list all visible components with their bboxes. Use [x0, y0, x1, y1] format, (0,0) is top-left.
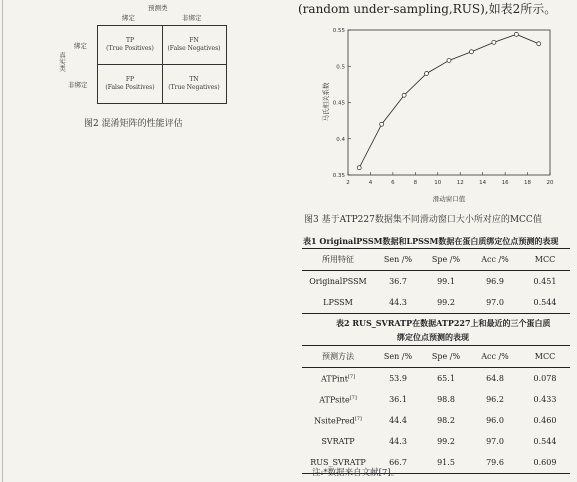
table1-cell: 99.2: [437, 298, 455, 307]
x-axis-ticks: [346, 172, 554, 186]
table2-cell: 44.3: [389, 437, 407, 446]
intro-text: (random under-sampling,RUS),如表2所示。: [298, 2, 557, 16]
method-name: SVRATP: [321, 437, 355, 446]
table1-header-sen: Sen /%: [383, 255, 413, 264]
table2-cell: 0.433: [533, 395, 557, 404]
y-tick-label: 0.45: [332, 100, 345, 107]
table1-cell: 0.544: [533, 298, 557, 307]
data-point: [447, 58, 451, 62]
table-row: [302, 368, 570, 390]
data-point: [492, 40, 496, 44]
method-name: ATPsite: [319, 395, 350, 405]
page-left-border: [2, 0, 3, 482]
table2-header-sen: Sen /%: [383, 352, 413, 361]
x-tick-label: 10: [434, 180, 442, 186]
table2-header-mcc: MCC: [534, 352, 556, 361]
figure3-caption: 图3 基于ATP227数据集不同滑动窗口大小所对应的MCC值: [304, 215, 542, 225]
method-name: NsitePred: [314, 416, 355, 426]
table2-cell: 53.9: [389, 374, 407, 383]
table2-cell: 79.6: [486, 458, 504, 467]
table2-cell: 98.2: [437, 416, 455, 425]
citation-ref: [7]: [354, 415, 362, 422]
cell-abbr: TN: [189, 76, 199, 83]
col-label-binding: 绑定: [122, 14, 135, 22]
confusion-matrix-grid: [97, 25, 227, 104]
table1-cell: LPSSM: [323, 298, 353, 307]
cell-full: (True Negatives): [168, 84, 220, 91]
data-point: [537, 42, 541, 46]
y-tick-label: 0.4: [336, 136, 345, 143]
table2-cell-method: [302, 431, 374, 452]
y-tick-label: 0.35: [332, 173, 345, 179]
method-name: ATPint: [320, 374, 348, 384]
table1-cell: 99.1: [437, 277, 455, 286]
cell-full: (True Positives): [106, 45, 154, 52]
predicted-class-label: 预测类: [148, 4, 168, 12]
table2-cell-method: [302, 410, 374, 431]
table1-header-mcc: MCC: [534, 255, 556, 264]
data-point: [357, 166, 361, 170]
table2-cell: 44.4: [389, 416, 407, 425]
table2-header-row: [302, 346, 570, 368]
data-point: [469, 50, 473, 54]
method-name: RUS_SVRATP: [310, 458, 366, 467]
table2-cell: 65.1: [437, 374, 455, 383]
table2-cell: 97.0: [486, 437, 504, 446]
x-tick-label: 14: [479, 180, 487, 186]
table1-cell: 0.451: [533, 277, 557, 286]
x-tick-label: 4: [368, 180, 373, 186]
data-point: [425, 72, 429, 76]
figure2-caption: 图2 混淆矩阵的性能评估: [84, 119, 183, 129]
table-row: [302, 431, 570, 452]
x-tick-label: 20: [546, 180, 554, 186]
table2-title-line2: 绑定位点预测的表现: [397, 332, 469, 342]
table-row: [302, 389, 570, 410]
x-tick-label: 16: [501, 180, 509, 186]
table1-cell: 36.7: [389, 277, 407, 286]
x-tick-label: 2: [346, 180, 350, 186]
y-tick-label: 0.5: [336, 64, 345, 71]
table1-cell: OriginalPSSM: [309, 277, 367, 286]
table2-cell: 66.7: [389, 458, 407, 467]
table1-header-acc: Acc /%: [481, 255, 509, 264]
table2-cell: 0.078: [533, 374, 557, 383]
data-point: [402, 93, 406, 97]
cell-abbr: FN: [189, 37, 199, 44]
mcc-series-points: [357, 32, 541, 169]
cell-abbr: FP: [125, 76, 135, 83]
data-point: [380, 122, 384, 126]
y-tick-label: 0.55: [332, 28, 345, 34]
x-tick-label: 8: [413, 180, 418, 186]
table2-header-method: 预测方法: [322, 352, 354, 361]
table-footnote: 注:*数据来自文献[7]。: [312, 468, 400, 478]
table2: [302, 345, 570, 474]
cell-false-positives: [98, 65, 162, 103]
table2-cell: 98.8: [437, 395, 455, 404]
table2-title-line1: 表2 RUS_SVRATP在数据ATP227上和最近的三个蛋白质: [336, 318, 551, 328]
cell-full: (False Negatives): [167, 45, 221, 52]
table2-cell: 64.8: [486, 374, 504, 383]
mcc-window-size-chart: [318, 24, 558, 206]
cell-full: (False Positives): [105, 84, 155, 91]
table1-header-spe: Spe /%: [431, 255, 461, 264]
table1-title: 表1 OriginalPSSM数据和LPSSM数据在蛋白质绑定位点预测的表现: [303, 236, 559, 246]
table1-cell: 44.3: [389, 298, 407, 307]
table2-cell: 96.2: [486, 395, 504, 404]
actual-class-label: 真实类: [58, 52, 66, 72]
table2-cell: 36.1: [389, 395, 407, 404]
table2-cell: 99.2: [437, 437, 455, 446]
table-row: [302, 271, 570, 293]
table2-header-acc: Acc /%: [481, 352, 509, 361]
x-tick-label: 18: [524, 180, 532, 186]
cell-false-negatives: [162, 26, 226, 64]
table2-cell: 91.5: [437, 458, 455, 467]
table1-header-feature: 所用特征: [322, 255, 354, 264]
x-axis-label: 滑动窗口值: [432, 195, 466, 203]
cell-abbr: TP: [125, 37, 135, 44]
plot-frame: [348, 30, 550, 175]
data-point: [514, 32, 518, 36]
citation-ref: [7]: [349, 394, 357, 401]
table-row: [302, 410, 570, 431]
x-tick-label: 6: [391, 180, 395, 186]
table2-cell-method: [302, 368, 374, 390]
col-label-nonbinding: 非绑定: [182, 14, 202, 22]
row-label-binding: 绑定: [74, 42, 87, 50]
row-label-nonbinding: 非绑定: [68, 81, 88, 89]
cell-true-negatives: [162, 65, 226, 103]
table2-header-spe: Spe /%: [431, 352, 461, 361]
table1-header-row: [302, 249, 570, 271]
y-axis-label: 马氏相关系数: [322, 82, 330, 122]
table1: [302, 248, 570, 314]
table2-cell: 0.609: [533, 458, 557, 467]
table1-cell: 96.9: [486, 277, 504, 286]
table2-cell: 0.460: [533, 416, 557, 425]
mcc-series-line: [359, 34, 539, 167]
citation-ref: [7]: [347, 373, 356, 380]
table2-cell: 96.0: [486, 416, 504, 425]
table2-cell-method: [302, 389, 374, 410]
table1-cell: 97.0: [486, 298, 504, 307]
cell-true-positives: [98, 26, 162, 64]
table2-cell: 0.544: [533, 437, 557, 446]
table-row: [302, 292, 570, 314]
x-tick-label: 12: [456, 180, 464, 186]
